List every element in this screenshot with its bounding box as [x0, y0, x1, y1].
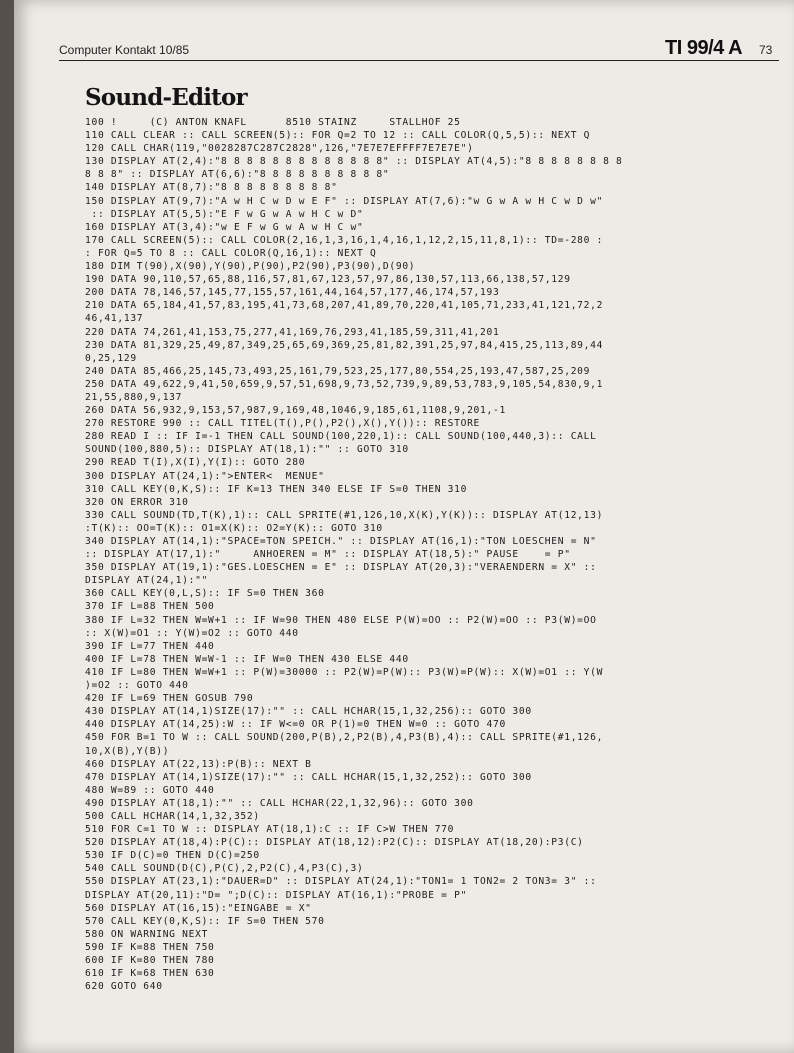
- code-line: 340 DISPLAY AT(14,1):"SPACE=TON SPEICH." :: DISPLAY AT(16,1):"TON LOESCHEN = N": [85, 536, 597, 547]
- code-line: 580 ON WARNING NEXT: [85, 928, 209, 940]
- code-line: 230 DATA 81,329,25,49,87,349,25,65,69,369,25,81,82,391,25,97,84,415,25,113,89,44: [85, 339, 604, 351]
- code-line: 240 DATA 85,466,25,145,73,493,25,161,79,523,25,177,80,554,25,193,47,587,25,209: [85, 365, 591, 377]
- code-line: 0,25,129: [85, 352, 137, 364]
- code-line: 330 CALL SOUND(TD,T(K),1):: CALL SPRITE(#1,126,10,X(K),Y(K)):: DISPLAY AT(12,13): [85, 509, 604, 521]
- code-line: 300 DISPLAY AT(24,1):">ENTER< MENUE": [85, 470, 325, 482]
- code-line: 110 CALL CLEAR :: CALL SCREEN(5):: FOR Q=2 TO 12 :: CALL COLOR(Q,5,5):: NEXT Q: [85, 130, 591, 142]
- code-line: 260 DATA 56,932,9,153,57,987,9,169,48,1046,9,185,61,1108,9,201,-1: [85, 405, 506, 417]
- code-line: 520 DISPLAY AT(18,4):P(C):: DISPLAY AT(18,12):P2(C):: DISPLAY AT(18,20):P3(C): [85, 837, 584, 849]
- code-line: 480 W=89 :: GOTO 440: [85, 784, 215, 796]
- code-line: 590 IF K=88 THEN 750: [85, 941, 215, 953]
- code-line: 46,41,137: [85, 313, 144, 325]
- page-header: [59, 36, 779, 61]
- code-line: 180 DIM T(90),X(90),Y(90),P(90),P2(90),P3(90),D(90): [85, 261, 416, 273]
- code-line: )=O2 :: GOTO 440: [85, 680, 189, 692]
- code-line: 350 DISPLAY AT(19,1):"GES.LOESCHEN = E" :: DISPLAY AT(20,3):"VERAENDERN = X" ::: [85, 562, 597, 574]
- code-line: :: X(W)=O1 :: Y(W)=O2 :: GOTO 440: [85, 627, 299, 639]
- code-line: : FOR Q=5 TO 8 :: CALL COLOR(Q,16,1):: NEXT Q: [85, 247, 377, 259]
- code-line: 460 DISPLAY AT(22,13):P(B):: NEXT B: [85, 758, 312, 770]
- code-line: 500 CALL HCHAR(14,1,32,352): [85, 810, 260, 822]
- magazine-page: [14, 0, 794, 1053]
- code-line: 380 IF L=32 THEN W=W+1 :: IF W=90 THEN 480 ELSE P(W)=OO :: P2(W)=OO :: P3(W)=OO: [85, 614, 597, 626]
- article-title: Sound-Editor: [85, 84, 247, 111]
- code-line: DISPLAY AT(24,1):"": [85, 575, 209, 587]
- code-line: 560 DISPLAY AT(16,15):"EINGABE = X": [85, 902, 312, 914]
- code-line: 440 DISPLAY AT(14,25):W :: IF W<=0 OR P(1)=0 THEN W=0 :: GOTO 470: [85, 719, 506, 731]
- code-line: :: DISPLAY AT(17,1):" ANHOEREN = M" :: DISPLAY AT(18,5):" PAUSE = P": [85, 549, 571, 561]
- code-line: 530 IF D(C)=0 THEN D(C)=250: [85, 850, 260, 862]
- code-line: 130 DISPLAY AT(2,4):"8 8 8 8 8 8 8 8 8 8 8 8 8" :: DISPLAY AT(4,5):"8 8 8 8 8 8 8 8: [85, 156, 623, 168]
- page-number: 73: [759, 43, 773, 57]
- code-line: :: DISPLAY AT(5,5):"E F w G w A w H C w D": [85, 208, 364, 220]
- code-line: 150 DISPLAY AT(9,7):"A w H C w D w E F" :: DISPLAY AT(7,6):"w G w A w H C w D w": [85, 195, 604, 207]
- section-title: TI 99/4 A: [665, 37, 743, 59]
- code-line: 170 CALL SCREEN(5):: CALL COLOR(2,16,1,3,16,1,4,16,1,12,2,15,11,8,1):: TD=-280 :: [85, 234, 604, 246]
- code-line: 270 RESTORE 990 :: CALL TITEL(T(),P(),P2(),X(),Y()):: RESTORE: [85, 418, 481, 430]
- code-line: 450 FOR B=1 TO W :: CALL SOUND(200,P(B),2,P2(B),4,P3(B),4):: CALL SPRITE(#1,126,: [85, 732, 604, 744]
- code-line: 610 IF K=68 THEN 630: [85, 968, 215, 980]
- code-line: 410 IF L=80 THEN W=W+1 :: P(W)=30000 :: P2(W)=P(W):: P3(W)=P(W):: X(W)=O1 :: Y(W: [85, 666, 604, 678]
- code-line: DISPLAY AT(20,11):"D= ";D(C):: DISPLAY AT(16,1):"PROBE = P": [85, 889, 468, 901]
- code-line: 250 DATA 49,622,9,41,50,659,9,57,51,698,9,73,52,739,9,89,53,783,9,105,54,830,9,1: [85, 378, 604, 390]
- code-line: 620 GOTO 640: [85, 981, 163, 993]
- code-line: SOUND(100,880,5):: DISPLAY AT(18,1):"" :: GOTO 310: [85, 444, 409, 456]
- code-line: 370 IF L=88 THEN 500: [85, 601, 215, 613]
- publication-name: Computer Kontakt 10/85: [59, 43, 190, 57]
- code-line: 420 IF L=69 THEN GOSUB 790: [85, 693, 254, 705]
- code-line: :T(K):: OO=T(K):: O1=X(K):: O2=Y(K):: GOTO 310: [85, 522, 383, 534]
- code-line: 540 CALL SOUND(D(C),P(C),2,P2(C),4,P3(C),3): [85, 863, 364, 875]
- basic-program-listing: [85, 116, 745, 993]
- code-line: 550 DISPLAY AT(23,1):"DAUER=D" :: DISPLAY AT(24,1):"TON1= 1 TON2= 2 TON3= 3" ::: [85, 876, 597, 888]
- code-line: 600 IF K=80 THEN 780: [85, 955, 215, 966]
- code-line: 510 FOR C=1 TO W :: DISPLAY AT(18,1):C :: IF C>W THEN 770: [85, 824, 455, 836]
- code-line: 10,X(B),Y(B)): [85, 745, 170, 757]
- code-line: 8 8 8" :: DISPLAY AT(6,6):"8 8 8 8 8 8 8 8 8 8": [85, 169, 390, 181]
- code-line: 400 IF L=78 THEN W=W-1 :: IF W=0 THEN 430 ELSE 440: [85, 653, 409, 665]
- code-line: 310 CALL KEY(0,K,S):: IF K=13 THEN 340 ELSE IF S=0 THEN 310: [85, 483, 468, 495]
- code-line: 200 DATA 78,146,57,145,77,155,57,161,44,164,57,177,46,174,57,193: [85, 287, 500, 299]
- code-line: 290 READ T(I),X(I),Y(I):: GOTO 280: [85, 457, 306, 469]
- code-line: 220 DATA 74,261,41,153,75,277,41,169,76,293,41,185,59,311,41,201: [85, 326, 500, 338]
- code-line: 280 READ I :: IF I=-1 THEN CALL SOUND(100,220,1):: CALL SOUND(100,440,3):: CALL: [85, 431, 597, 443]
- code-line: 360 CALL KEY(0,L,S):: IF S=0 THEN 360: [85, 588, 325, 600]
- code-line: 570 CALL KEY(0,K,S):: IF S=0 THEN 570: [85, 915, 325, 927]
- code-line: 190 DATA 90,110,57,65,88,116,57,81,67,123,57,97,86,130,57,113,66,138,57,129: [85, 274, 571, 286]
- code-line: 140 DISPLAY AT(8,7):"8 8 8 8 8 8 8 8 8": [85, 182, 338, 194]
- code-line: 210 DATA 65,184,41,57,83,195,41,73,68,207,41,89,70,220,41,105,71,233,41,121,72,2: [85, 300, 604, 312]
- code-line: 490 DISPLAY AT(18,1):"" :: CALL HCHAR(22,1,32,96):: GOTO 300: [85, 797, 474, 809]
- code-line: 430 DISPLAY AT(14,1)SIZE(17):"" :: CALL HCHAR(15,1,32,256):: GOTO 300: [85, 706, 532, 718]
- code-line: 100 ! (C) ANTON KNAFL 8510 STAINZ STALLHOF 25: [85, 117, 461, 128]
- code-line: 320 ON ERROR 310: [85, 496, 189, 508]
- code-line: 390 IF L=77 THEN 440: [85, 640, 215, 652]
- code-line: 160 DISPLAY AT(3,4):"w E F w G w A w H C w": [85, 221, 364, 233]
- code-line: 470 DISPLAY AT(14,1)SIZE(17):"" :: CALL HCHAR(15,1,32,252):: GOTO 300: [85, 771, 532, 783]
- code-line: 21,55,880,9,137: [85, 391, 183, 403]
- code-line: 120 CALL CHAR(119,"0028287C287C2828",126,"7E7E7EFFFF7E7E7E"): [85, 143, 474, 155]
